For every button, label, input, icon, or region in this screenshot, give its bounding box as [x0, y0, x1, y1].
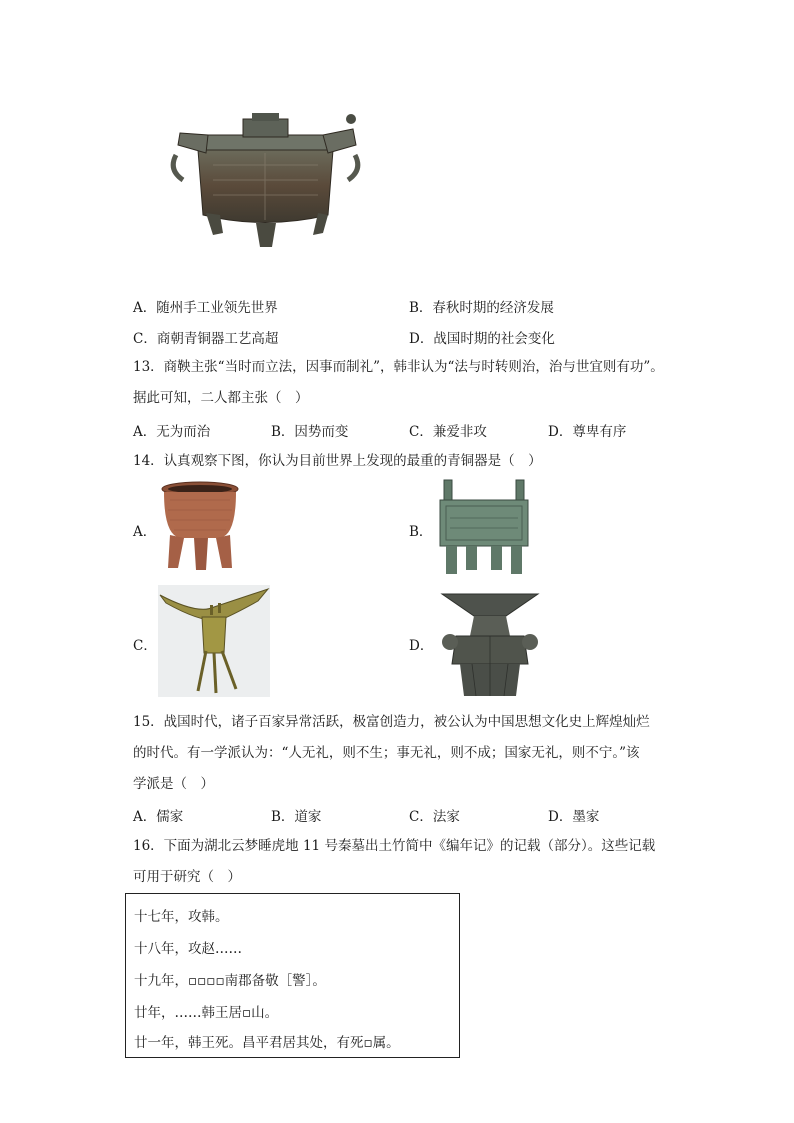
- q15-stem-line2: 的时代。有一学派认为：“人无礼，则不生；事无礼，则不成；国家无礼，则不宁。”该: [133, 745, 640, 761]
- q14-label-a: A．: [133, 524, 157, 540]
- q15-option-d: D．墨家: [548, 809, 600, 825]
- excerpt-line: 廿一年，韩王死。昌平君居其处，有死▫属。: [134, 1035, 400, 1051]
- q13-stem-line1: 13．商鞅主张“当时而立法，因事而制礼”，韩非认为“法与时转则治，治与世宜则有功”。: [133, 359, 664, 375]
- q13-option-d: D．尊卑有序: [548, 424, 627, 440]
- pottery-li-tripod-image: [160, 480, 240, 572]
- q15-stem-line3: 学派是（ ）: [133, 776, 214, 792]
- bronze-jue-image: [158, 585, 270, 697]
- excerpt-line: 十八年，攻赵……: [134, 941, 242, 957]
- q12-option-c: C．商朝青铜器工艺高超: [133, 331, 279, 347]
- excerpt-line: 廿年，……韩王居▫山。: [134, 1005, 279, 1021]
- q15-option-c: C．法家: [409, 809, 460, 825]
- q14-label-d: D．: [409, 638, 434, 654]
- q15-option-a: A．儒家: [133, 809, 184, 825]
- q14-stem: 14．认真观察下图，你认为目前世界上发现的最重的青铜器是（ ）: [133, 453, 542, 469]
- q16-stem-line1: 16．下面为湖北云梦睡虎地 11 号秦墓出土竹简中《编年记》的记载（部分）。这些记载: [133, 838, 656, 854]
- q13-option-a: A．无为而治: [133, 424, 211, 440]
- bamboo-slip-excerpt-box: [125, 893, 460, 1058]
- q14-label-b: B．: [409, 524, 433, 540]
- excerpt-line: 十七年，攻韩。: [134, 909, 229, 925]
- q13-option-b: B．因势而变: [271, 424, 349, 440]
- q16-stem-line2: 可用于研究（ ）: [133, 869, 241, 885]
- excerpt-line: 十九年，▫▫▫▫南郡备敬［警］。: [134, 973, 326, 989]
- q13-stem-line2: 据此可知，二人都主张（ ）: [133, 390, 309, 406]
- q14-label-c: C．: [133, 638, 157, 654]
- four-ram-zun-image: [436, 586, 544, 698]
- q15-option-b: B．道家: [271, 809, 322, 825]
- q12-option-a: A．随州手工业领先世界: [133, 300, 278, 316]
- simuwu-ding-image: [436, 478, 532, 576]
- q12-option-d: D．战国时期的社会变化: [409, 331, 555, 347]
- q15-stem-line1: 15．战国时代，诸子百家异常活跃，极富创造力，被公认为中国思想文化史上辉煌灿烂: [133, 714, 650, 730]
- q13-option-c: C．兼爱非攻: [409, 424, 487, 440]
- q12-option-b: B．春秋时期的经济发展: [409, 300, 554, 316]
- bronze-vessel-image: [168, 105, 363, 253]
